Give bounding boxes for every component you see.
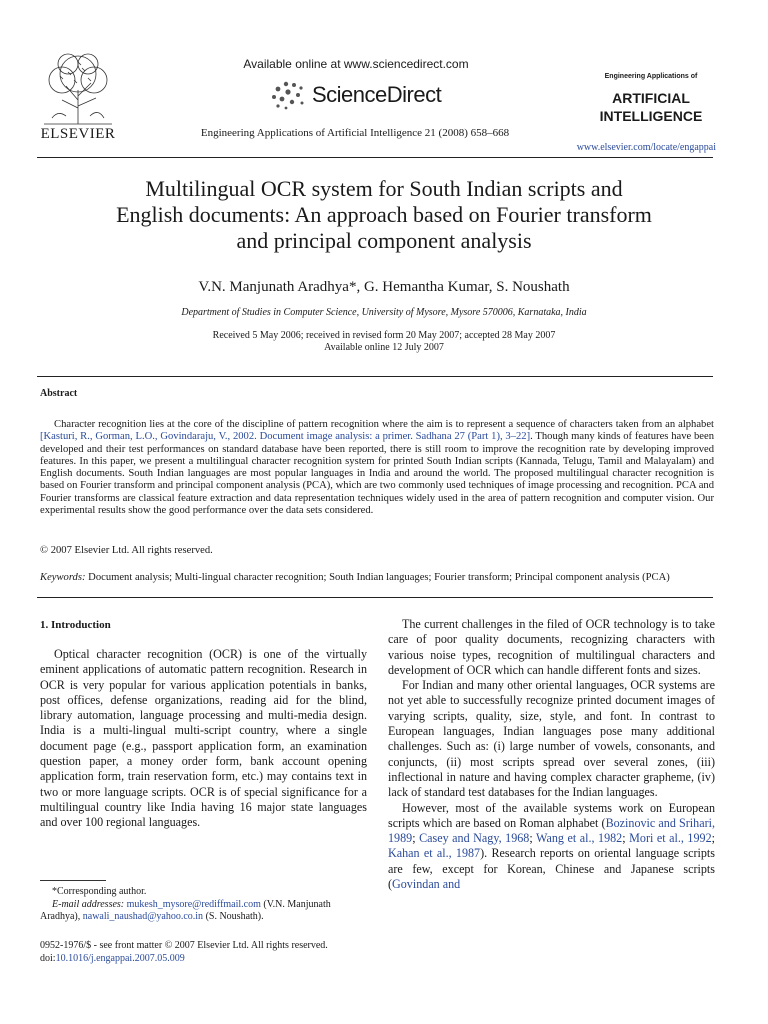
abstract-text-part-2: . Though many kinds of features have been developed and their test performances on standard database have been reported, there is still room to improve the recognition rate by developing improved features. In this paper, we present a multilingual character recognition system for printed South Indian scripts (Kannada, Telugu, Tamil and Malayalam) and English documents. South Indian languages are most popular languages in India and around the world. The proposed multilingual character recognition is based on Fourier transform and principal component analysis (PCA), which are two commonly used techniques of image processing and recognition. PCA and Fourier transforms are classical feature extraction and data representation techniques widely used in the area of pattern recognition and computer vision. Our experimental results show the good performance over the data sets considered.: [40, 431, 714, 517]
citation-separator: ;: [622, 831, 630, 846]
keywords-label: Keywords:: [40, 572, 86, 583]
corresponding-author-note: *Corresponding author.: [52, 886, 147, 897]
keywords-list: Document analysis; Multi-lingual character recognition; South Indian languages; Fourier transform; Principal component analysis (PCA): [85, 572, 670, 583]
citation-link-wang[interactable]: Wang et al., 1982: [536, 831, 623, 846]
abstract-text: [40, 419, 714, 517]
article-title: [60, 176, 708, 254]
abstract-heading: Abstract: [40, 388, 78, 399]
body-column-right: [388, 617, 715, 892]
intro-paragraph-2: The current challenges in the filed of OCR technology is to take care of poor quality documents, recognizing characters with various noise types, recognition of multilingual characters and development of OCR which can handle different fonts and sizes.: [388, 617, 715, 677]
intro-paragraph-1: Optical character recognition (OCR) is one of the virtually eminent applications of automatic pattern recognition. Research in OCR is very popular for various application potentials in banks, post offices, defense organizations, reading aid for the blind, library automation, language processing and multi-media design. India is a multi-lingual multi-script country, where a single document page (e.g., passport application form, an examination question paper, a money order form, bank account opening application form, train reservation form, etc.) may contains text in two or more language scripts. OCR is of special significance for a multilingual country like India having 16 major state languages and over 100 regional languages.: [40, 647, 367, 830]
citation-separator: ;: [529, 831, 537, 846]
footnote: [40, 886, 367, 924]
sciencedirect-logo: [268, 80, 468, 110]
publisher-name: ELSEVIER: [40, 126, 116, 142]
citation-separator: ;: [711, 831, 715, 846]
email-label: E-mail addresses:: [52, 898, 125, 910]
doi-line: [40, 953, 367, 966]
journal-citation: Engineering Applications of Artificial Intelligence 21 (2008) 658–668: [200, 127, 510, 139]
sciencedirect-dots-icon: [268, 80, 308, 110]
intro-paragraph-4-part-1: However, most of the available systems work on European scripts which are based on Roman alphabet (: [388, 800, 715, 830]
front-matter: [40, 940, 367, 965]
citation-link-bozinovic[interactable]: Bozinovic and Srihari, 1989: [388, 815, 715, 846]
abstract-copyright: © 2007 Elsevier Ltd. All rights reserved.: [40, 545, 213, 556]
sciencedirect-wordmark: ScienceDirect: [312, 82, 442, 107]
elsevier-tree-logo: [38, 50, 118, 126]
received-dates: Received 5 May 2006; received in revised form 20 May 2007; accepted 28 May 2007: [212, 330, 556, 341]
email-owner-noushath: (S. Noushath).: [203, 911, 264, 922]
journal-label-small: Engineering Applications of: [604, 73, 698, 80]
email-link-aradhya[interactable]: mukesh_mysore@rediffmail.com: [126, 898, 261, 910]
citation-separator: ;: [412, 831, 420, 846]
abstract-bottom-rule: [37, 597, 713, 598]
citation-link-mori[interactable]: Mori et al., 1992: [629, 831, 712, 846]
abstract-text-part-1: Character recognition lies at the core of the discipline of pattern recognition where the aim is to represent a sequence of characters taken from an alphabet: [54, 419, 714, 430]
email-owner-aradhya: (V.N. Manjunath Aradhya),: [40, 898, 331, 922]
available-online-line[interactable]: Available online at www.sciencedirect.com: [243, 57, 469, 71]
author-list: V.N. Manjunath Aradhya*, G. Hemantha Kumar, S. Noushath: [198, 279, 570, 295]
abstract-top-rule: [37, 376, 713, 377]
citation-link-casey[interactable]: Casey and Nagy, 1968: [419, 831, 530, 846]
journal-label-line-2: INTELLIGENCE: [599, 108, 703, 124]
abstract-reference-link[interactable]: [Kasturi, R., Gorman, L.O., Govindaraju, V., 2002. Document image analysis: a primer. Sadhana 27 (Part 1), 3–22]: [40, 431, 531, 443]
section-heading-introduction: 1. Introduction: [40, 619, 111, 631]
title-line-3: and principal component analysis: [236, 228, 532, 253]
affiliation: Department of Studies in Computer Science, University of Mysore, Mysore 570006, Karnataka, India: [181, 307, 587, 318]
doi-label: doi:: [40, 952, 56, 964]
title-line-2: English documents: An approach based on Fourier transform: [116, 202, 652, 227]
intro-paragraph-4-part-2: ). Research reports on oriental language scripts are few, except for Korean, Chinese and Japanese scripts (: [388, 846, 715, 892]
journal-label-line-1: ARTIFICIAL: [612, 90, 690, 106]
email-note: [40, 899, 367, 924]
doi-link[interactable]: 10.1016/j.engappai.2007.05.009: [55, 952, 185, 964]
article-dates: [60, 330, 708, 354]
intro-paragraph-3: For Indian and many other oriental languages, OCR systems are not yet able to successfully recognize printed document images of varying scripts, quality, size, style, and font. In contrast to European languages, Indian languages pose many additional challenges. Such as: (i) large number of vowels, consonants, and conjuncts, (ii) most scripts spread over several zones, (iii) inflectional in nature and having complex character grapheme, (iv) lack of standard test databases for the Indian languages.: [388, 678, 715, 800]
citation-link-govindan[interactable]: Govindan and: [392, 877, 461, 892]
keywords: [40, 572, 714, 583]
issn-copyright-line: 0952-1976/$ - see front matter © 2007 Elsevier Ltd. All rights reserved.: [40, 940, 328, 951]
online-date: Available online 12 July 2007: [324, 342, 444, 353]
body-column-left: [40, 647, 367, 831]
intro-paragraph-4: [388, 801, 715, 893]
journal-url-link[interactable]: www.elsevier.com/locate/engappai: [576, 142, 716, 153]
title-line-1: Multilingual OCR system for South Indian scripts and: [145, 176, 623, 201]
citation-link-kahan[interactable]: Kahan et al., 1987: [388, 846, 481, 861]
journal-label-big: [586, 89, 716, 125]
footnote-rule: [40, 880, 106, 881]
email-link-noushath[interactable]: nawali_naushad@yahoo.co.in: [82, 911, 204, 922]
header-rule: [37, 157, 713, 158]
